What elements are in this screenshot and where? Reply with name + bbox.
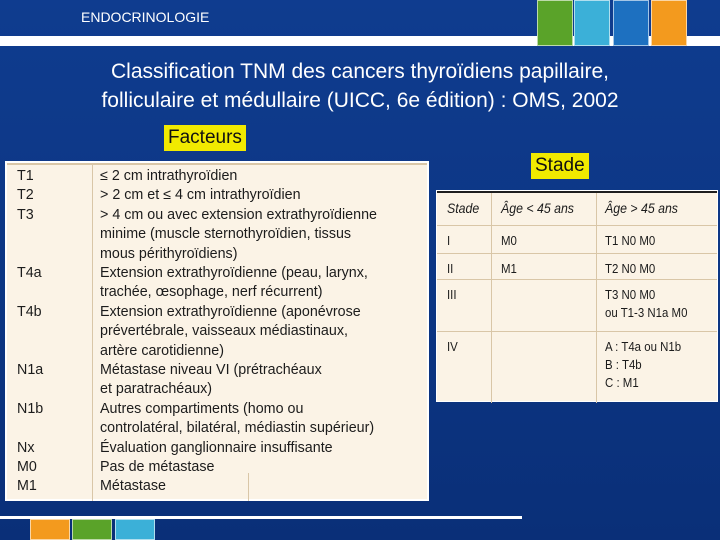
- tnm-description: et paratrachéaux): [100, 381, 213, 398]
- footer-color-bars: [0, 519, 720, 540]
- tnm-code: M1: [17, 478, 37, 495]
- tnm-description: Évaluation ganglionnaire insuffisante: [100, 439, 333, 456]
- tnm-description: trachée, œsophage, nerf récurrent): [100, 284, 323, 301]
- stade-value: I: [447, 233, 451, 248]
- stade-value: III: [447, 287, 457, 302]
- tnm-description: Pas de métastase: [100, 459, 215, 475]
- color-bar: [537, 0, 573, 46]
- header-divider: [0, 36, 720, 46]
- tnm-code: M0: [17, 459, 37, 475]
- tnm-code: T4b: [17, 303, 42, 320]
- age-over-45-value: T3 N0 M0: [605, 287, 656, 302]
- tnm-description: > 2 cm et ≤ 4 cm intrathyroïdien: [100, 187, 301, 204]
- stade-row: [437, 279, 717, 332]
- stade-value: IV: [447, 339, 458, 354]
- header-young: Âge < 45 ans: [501, 200, 574, 216]
- age-under-45-value: M1: [501, 261, 517, 276]
- stade-row: [437, 225, 717, 254]
- facteurs-label: Facteurs: [164, 125, 246, 151]
- column-separator: [92, 165, 93, 501]
- tnm-code: N1a: [17, 362, 44, 378]
- color-bar: [115, 519, 155, 540]
- age-over-45-value: C : M1: [605, 375, 639, 390]
- stade-value: II: [447, 261, 454, 276]
- color-bar: [574, 0, 610, 46]
- tnm-code: N1b: [17, 400, 44, 417]
- tnm-description: Autres compartiments (homo ou: [100, 400, 304, 417]
- header-bar: [0, 0, 720, 36]
- color-bar: [613, 0, 649, 46]
- header-label: ENDOCRINOLOGIE: [81, 9, 210, 25]
- tnm-description: Métastase: [100, 478, 166, 495]
- stade-header-row: [437, 191, 717, 226]
- color-bar: [30, 519, 70, 540]
- tnm-code: Nx: [17, 439, 35, 456]
- tnm-code: T2: [17, 187, 34, 204]
- tnm-description: artère carotidienne): [100, 342, 224, 359]
- tnm-description: prévertébrale, vaisseaux médiastinaux,: [100, 323, 348, 340]
- stade-row: [437, 253, 717, 280]
- age-over-45-value: B : T4b: [605, 357, 642, 372]
- age-over-45-value: T1 N0 M0: [605, 233, 656, 248]
- tnm-code: T3: [17, 206, 34, 223]
- tnm-description: minime (muscle sternothyroïdien, tissus: [100, 226, 352, 243]
- color-bar: [72, 519, 112, 540]
- table-top-rule: [7, 163, 427, 165]
- tnm-description: Métastase niveau VI (prétrachéaux: [100, 362, 322, 378]
- age-over-45-value: A : T4a ou N1b: [605, 339, 682, 354]
- age-under-45-value: M0: [501, 233, 517, 248]
- tnm-description: ≤ 2 cm intrathyroïdien: [100, 168, 238, 184]
- title-line-2: folliculaire et médullaire (UICC, 6e édition) : OMS, 2002: [101, 89, 619, 112]
- tnm-description: controlatéral, bilatéral, médiastin supérieur): [100, 420, 375, 437]
- age-over-45-value: ou T1-3 N1a M0: [605, 305, 688, 320]
- tnm-description: > 4 cm ou avec extension extrathyroïdienne: [100, 206, 377, 223]
- age-over-45-value: T2 N0 M0: [605, 261, 656, 276]
- header-old: Âge > 45 ans: [605, 200, 678, 216]
- header-stade: Stade: [447, 200, 480, 216]
- title-line-1: Classification TNM des cancers thyroïdiens papillaire,: [111, 60, 609, 83]
- tnm-description: Extension extrathyroïdienne (aponévrose: [100, 303, 361, 320]
- tnm-code: T1: [17, 168, 34, 184]
- slide-title: [20, 57, 700, 115]
- stade-label: Stade: [531, 153, 589, 179]
- tnm-description: mous périthyroïdiens): [100, 245, 238, 262]
- tnm-code: T4a: [17, 265, 42, 281]
- tnm-description: Extension extrathyroïdienne (peau, larynx,: [100, 265, 368, 281]
- stade-row: [437, 331, 717, 401]
- color-bar: [651, 0, 687, 46]
- stade-table: [436, 190, 718, 402]
- facteurs-table: [5, 161, 429, 501]
